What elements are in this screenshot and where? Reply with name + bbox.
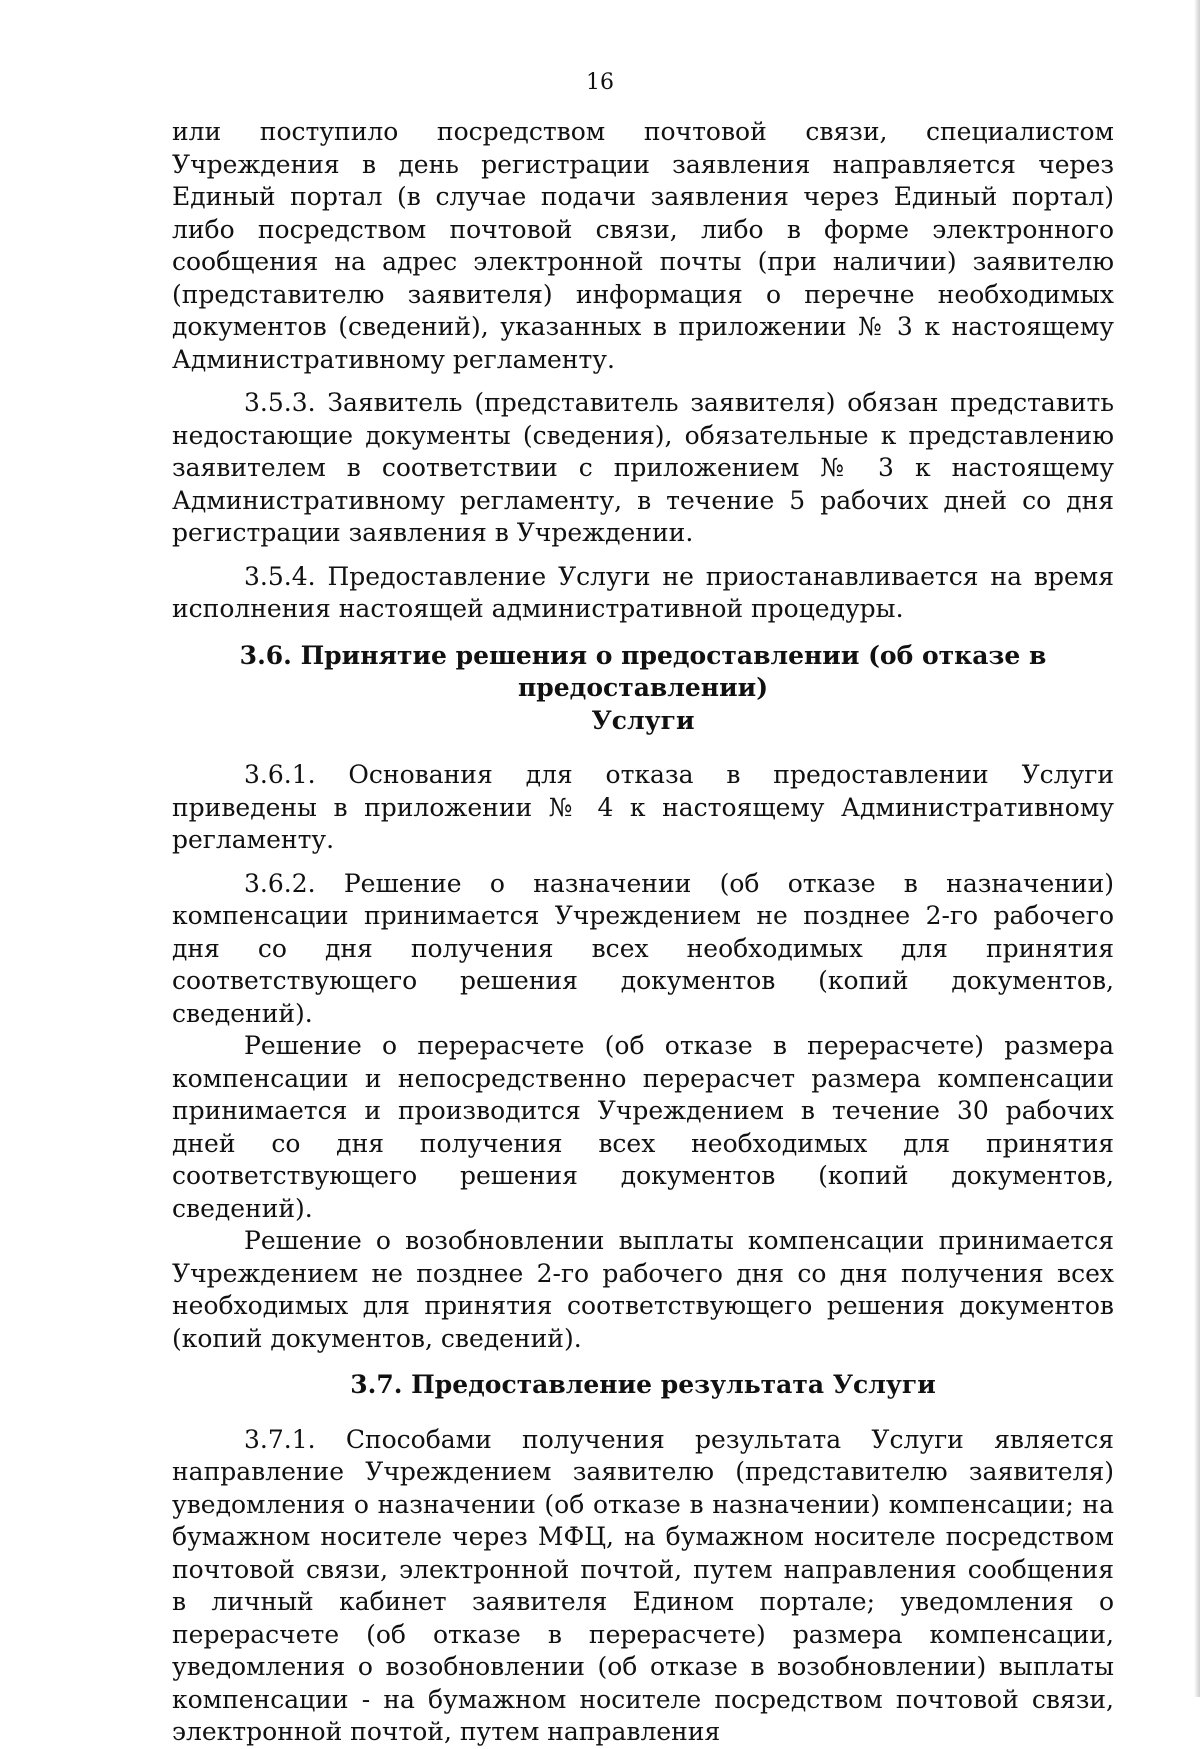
page-number: 16 <box>586 70 614 95</box>
section-heading-3-6 <box>172 640 1114 738</box>
paragraph-recalculation: Решение о перерасчете (об отказе в перерасчете) размера компенсации и непосредственно перерасчет размера компенсации принимается и производится Учреждением в течение 30 рабочих дней со дня получения всех необходимых для принятия соответствующего решения документов (копий документов, сведений). <box>172 1031 1114 1223</box>
paragraph-3-5-3: 3.5.3. Заявитель (представитель заявителя) обязан представить недостающие документы (сведения), обязательные к представлению заявителем в соответствии с приложением № 3 к настоящему Административному регламенту, в течение 5 рабочих дней со дня регистрации заявления в Учреждении. <box>172 388 1114 547</box>
section-heading-3-6-line2: Услуги <box>591 705 695 735</box>
paragraph-continuation: или поступило посредством почтовой связи, специалистом Учреждения в день регистрации заявления направляется через Единый портал (в случае подачи заявления через Единый портал) либо посредством почтовой связи, либо в форме электронного сообщения на адрес электронной почты (при наличии) заявителю (представителю заявителя) информация о перечне необходимых документов (сведений), указанных в приложении № 3 к настоящему Административному регламенту. <box>172 117 1114 374</box>
paragraph-resumption: Решение о возобновлении выплаты компенсации принимается Учреждением не позднее 2-го рабочего дня со дня получения всех необходимых для принятия соответствующего решения документов (копий документов, сведений). <box>172 1226 1114 1353</box>
section-heading-3-6-line1: 3.6. Принятие решения о предоставлении (об отказе в предоставлении) <box>239 640 1047 702</box>
page-edge-shadow <box>1194 0 1200 1697</box>
paragraph-3-5-4: 3.5.4. Предоставление Услуги не приостанавливается на время исполнения настоящей административной процедуры. <box>172 561 1114 623</box>
paragraph-3-6-2: 3.6.2. Решение о назначении (об отказе в назначении) компенсации принимается Учреждением не позднее 2-го рабочего дня со дня получения всех необходимых для принятия соответствующего решения документов (копий документов, сведений). <box>172 868 1114 1028</box>
document-body <box>172 116 1114 1749</box>
paragraph-3-7-1: 3.7.1. Способами получения результата Услуги является направление Учреждением заявителю (представителю заявителя) уведомления о назначении (об отказе в назначении) компенсации; на бумажном носителе через МФЦ, на бумажном носителе посредством почтовой связи, электронной почтой, путем направления сообщения в личный кабинет заявителя Едином портале; уведомления о перерасчете (об отказе в перерасчете) размера компенсации, уведомления о возобновлении (об отказе в возобновлении) выплаты компенсации - на бумажном носителе посредством почтовой связи, электронной почтой, путем направления <box>172 1424 1114 1746</box>
paragraph-3-6-1: 3.6.1. Основания для отказа в предоставлении Услуги приведены в приложении № 4 к настоящему Административному регламенту. <box>172 760 1114 854</box>
section-heading-3-7: 3.7. Предоставление результата Услуги <box>350 1370 936 1399</box>
